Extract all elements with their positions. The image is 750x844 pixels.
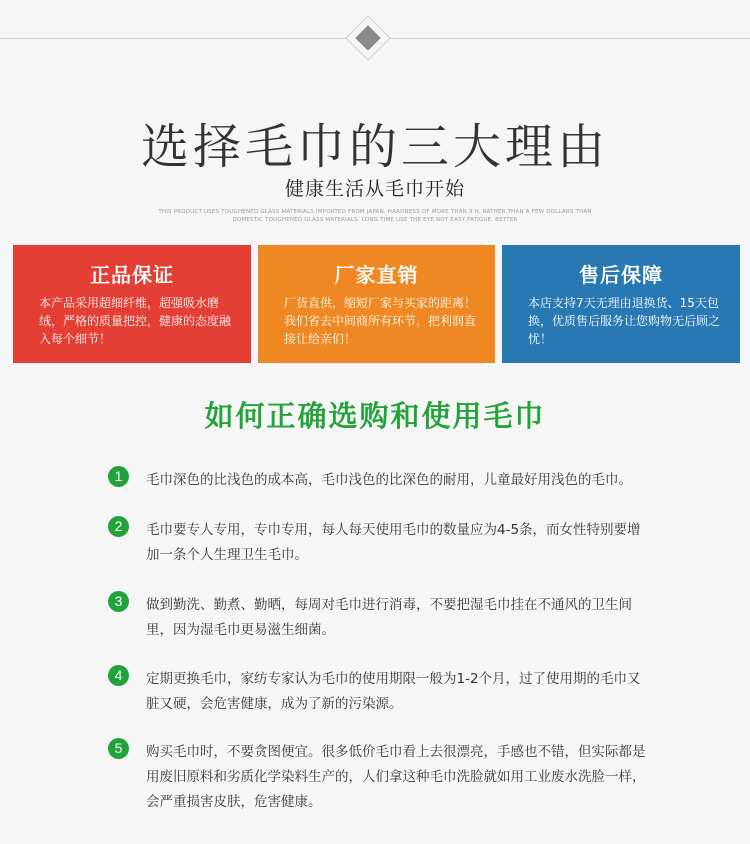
number-badge: 3 (108, 591, 129, 612)
reason-cards (13, 245, 740, 363)
card-title: 正品保证 (90, 263, 174, 287)
tip-text: 毛巾深色的比浅色的成本高，毛巾浅色的比深色的耐用，儿童最好用浅色的毛巾。 (146, 472, 632, 488)
card-title: 售后保障 (579, 263, 663, 287)
page-subtitle: 健康生活从毛巾开始 (284, 178, 465, 200)
tip-text: 购买毛巾时，不要贪图便宜。很多低价毛巾看上去很漂亮，手感也不错，但实际都是用废旧原料和劣质化学染料生产的，人们拿这种毛巾洗脸就如用工业废水洗脸一样，会严重损害皮肤，危害健康。 (146, 744, 646, 810)
card-after-sales (502, 245, 740, 363)
tip-text: 定期更换毛巾，家纺专家认为毛巾的使用期限一般为1-2个月，过了使用期的毛巾又脏又硬，会危害健康，成为了新的污染源。 (146, 671, 641, 712)
fine-print-line-1: THIS PRODUCT USES TOUGHENED GLASS MATERIALS IMPORTED FROM JAPAN. HARDNESS OF MORE THAN 9 H. RATHER THAN A FEW DOLLARS THAN (158, 209, 592, 215)
number-badge: 5 (108, 738, 129, 759)
card-factory-direct (258, 245, 495, 363)
page-title: 选择毛巾的三大理由 (140, 119, 609, 175)
card-title: 厂家直销 (334, 263, 419, 287)
number-badge: 4 (108, 665, 129, 686)
card-body: 本产品采用超细纤维，超强吸水磨绒，严格的质量把控，健康的态度融入每个细节！ (39, 296, 232, 346)
fine-print-line-2: DOMESTIC TOUGHENED GLASS MATERIALS. LONG TIME USE THE EYE NOT EASY FATIGUE. BETTER (232, 217, 518, 223)
top-divider (0, 0, 750, 80)
fine-print (150, 208, 600, 224)
card-body: 本店支持7天无理由退换货、15天包换，优质售后服务让您购物无后顾之忧！ (528, 296, 721, 346)
number-badge: 2 (108, 516, 129, 537)
section-title: 如何正确选购和使用毛巾 (204, 399, 546, 433)
tip-text: 做到勤洗、勤煮、勤晒，每周对毛巾进行消毒，不要把湿毛巾挂在不通风的卫生间里，因为湿毛巾更易滋生细菌。 (146, 597, 632, 638)
tip-text: 毛巾要专人专用，专巾专用，每人每天使用毛巾的数量应为4-5条，而女性特别要增加一条个人生理卫生毛巾。 (146, 522, 641, 563)
number-badge: 1 (108, 466, 129, 487)
card-body: 厂货直供，缩短厂家与买家的距离！我们省去中间商所有环节，把利润直接让给亲们！ (284, 296, 477, 346)
card-genuine-guarantee (13, 245, 251, 363)
